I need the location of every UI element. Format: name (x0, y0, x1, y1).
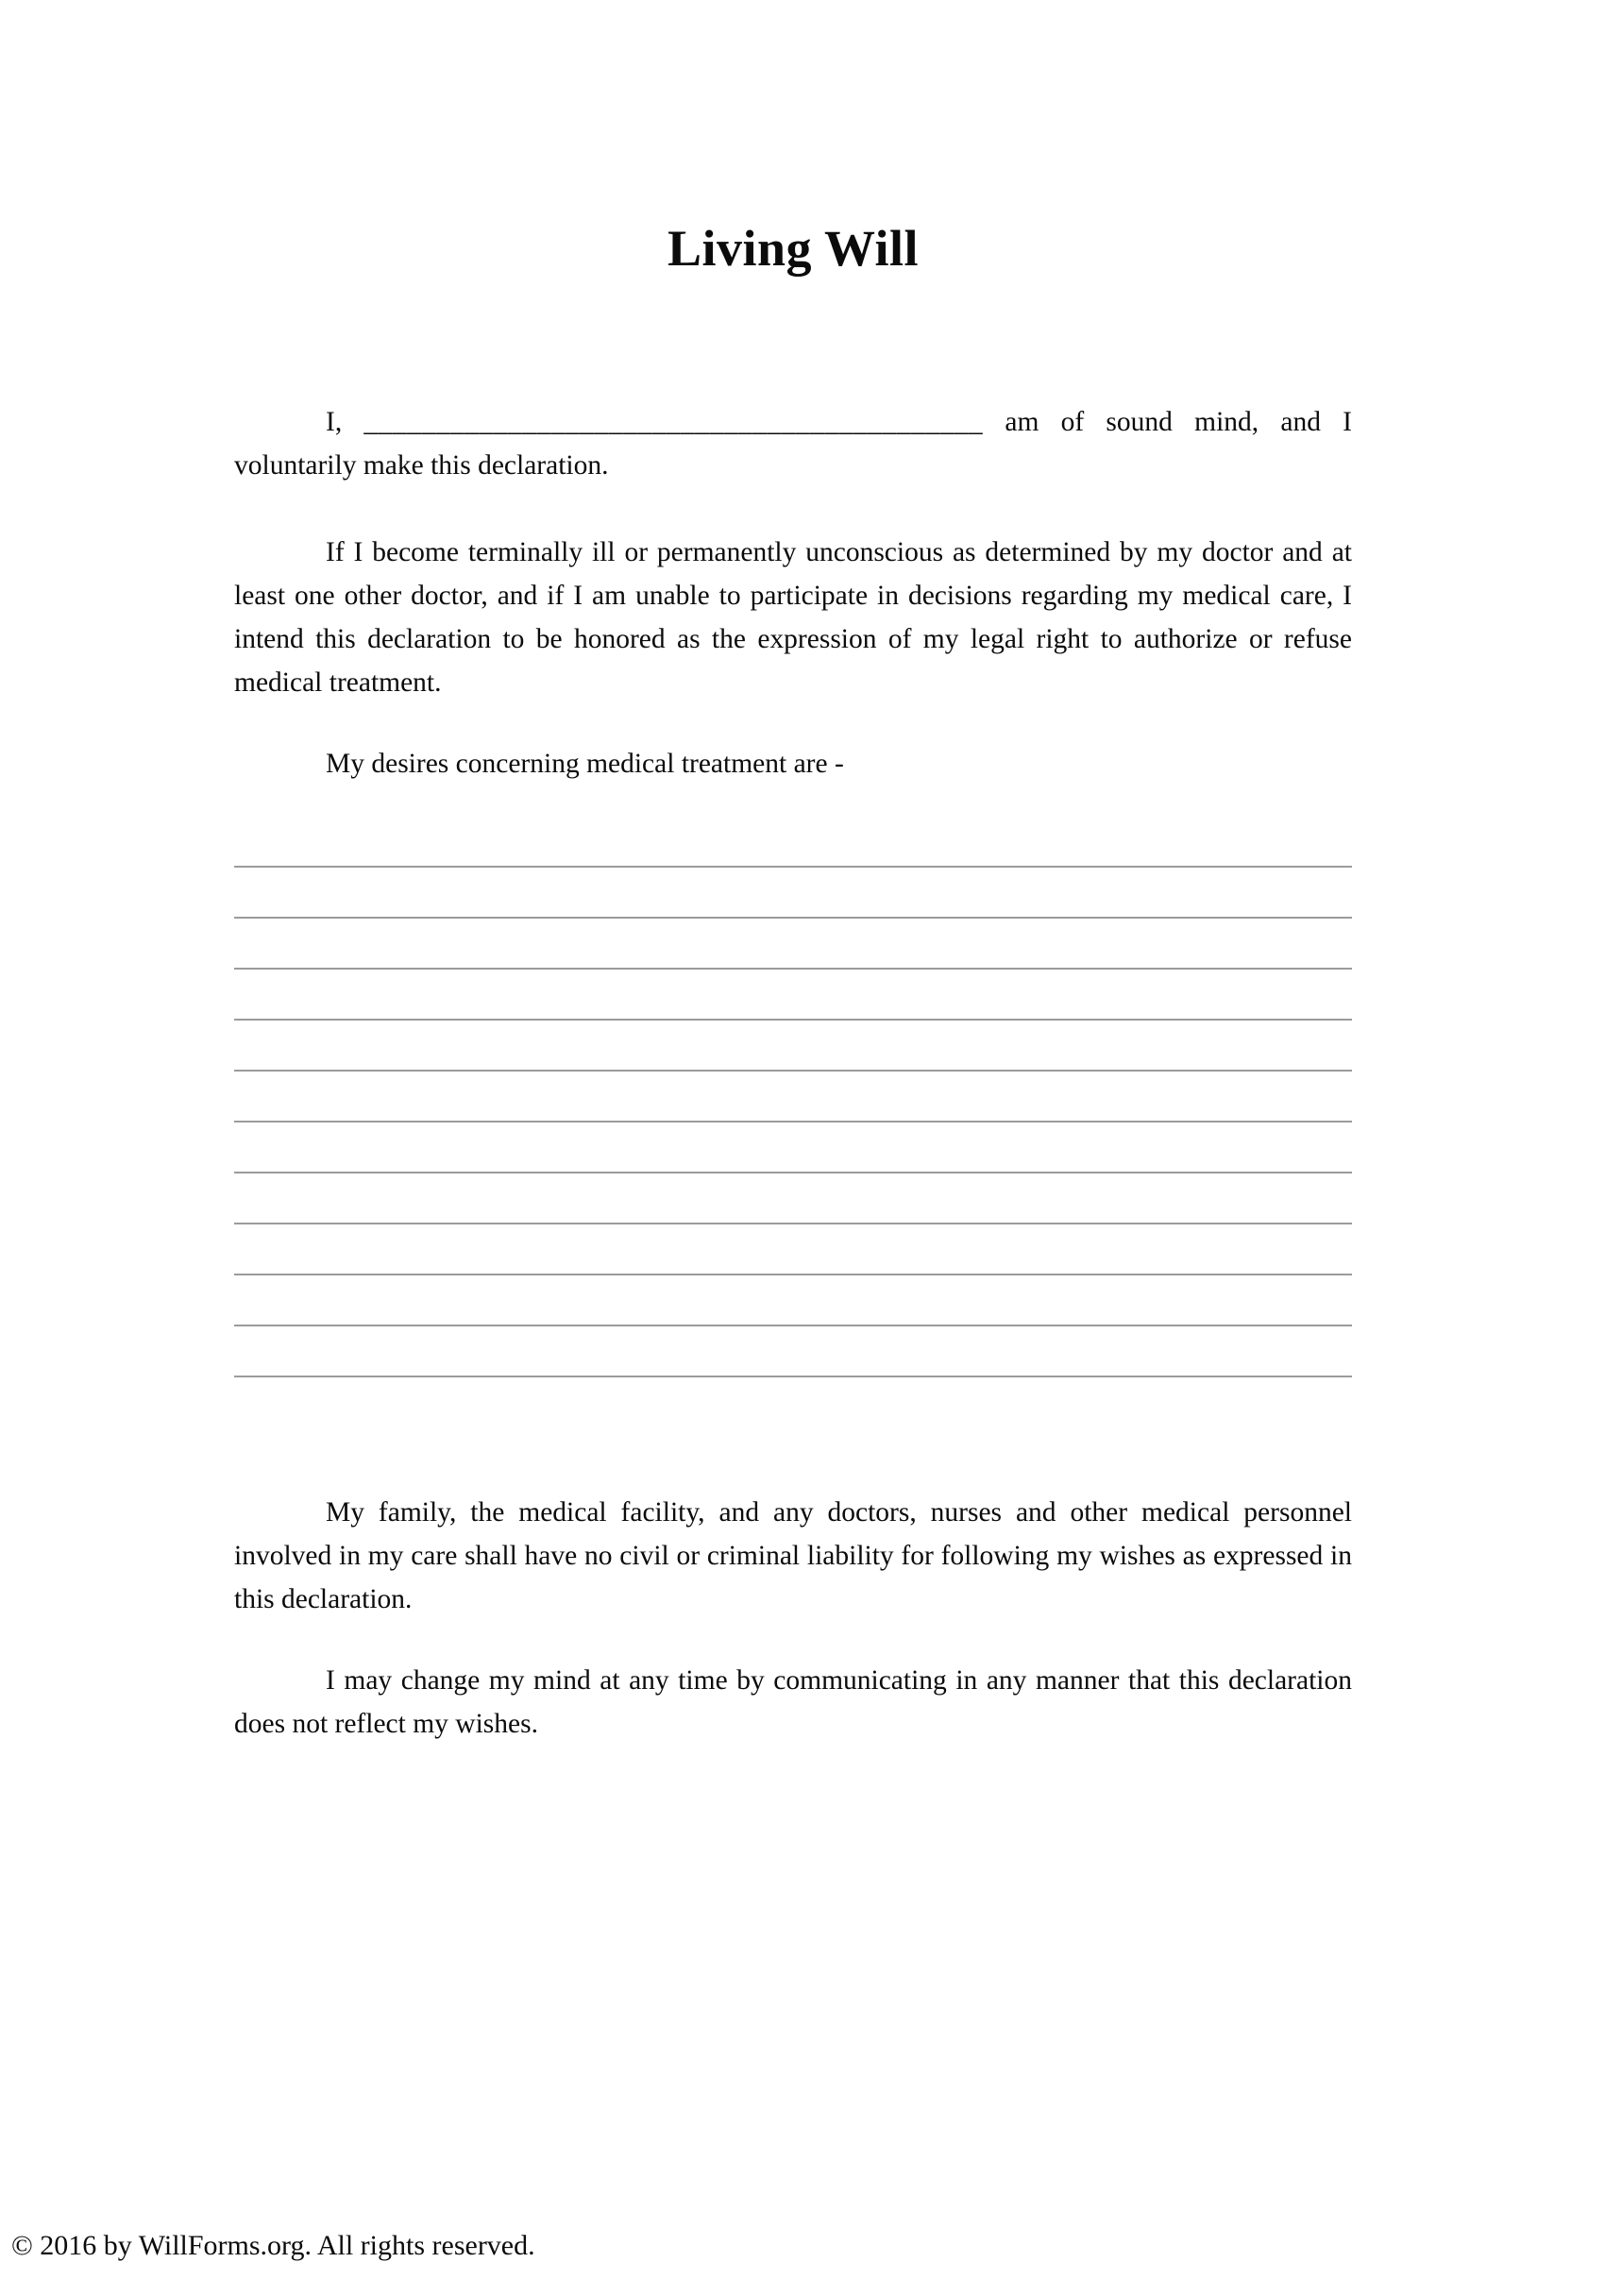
opening-pre-text: I, (326, 407, 343, 438)
liability-paragraph: My family, the medical facility, and any doctors, nurses and other medical personnel involved in my care shall have no civil or criminal liability for following my wishes as expressed in this declaration. (234, 1497, 1352, 1615)
declarant-name-blank: ___________________________________________ (363, 407, 984, 438)
document-title: Living Will (667, 220, 920, 277)
opening-post-text: am of sound mind, and I voluntarily make this declaration. (234, 407, 1353, 481)
opening-declaration (234, 400, 1352, 487)
ruled-line (234, 1123, 1352, 1173)
ruled-line (234, 1224, 1352, 1275)
ruled-line (234, 970, 1352, 1021)
living-will-document (0, 219, 1605, 2296)
ruled-line (234, 1326, 1352, 1377)
copyright-footer: © 2016 by WillForms.org. All rights reserved. (11, 2230, 535, 2261)
ruled-line (234, 1275, 1352, 1326)
ruled-line (234, 1173, 1352, 1224)
ruled-line (234, 919, 1352, 970)
ruled-line (234, 817, 1352, 868)
terminal-illness-paragraph: If I become terminally ill or permanently unconscious as determined by my doctor and at least one other doctor, and if I am unable to participate in decisions regarding my medical care, I intend this declaration to be honored as the expression of my legal right to authorize or refuse medical treatment. (234, 537, 1352, 699)
ruled-line (234, 1072, 1352, 1123)
ruled-line (234, 1021, 1352, 1072)
desires-intro-paragraph: My desires concerning medical treatment are - (326, 749, 844, 780)
change-of-mind-paragraph: I may change my mind at any time by communicating in any manner that this declaration does not reflect my wishes. (234, 1665, 1352, 1740)
desires-fill-in-lines (234, 817, 1352, 1377)
ruled-line (234, 868, 1352, 919)
